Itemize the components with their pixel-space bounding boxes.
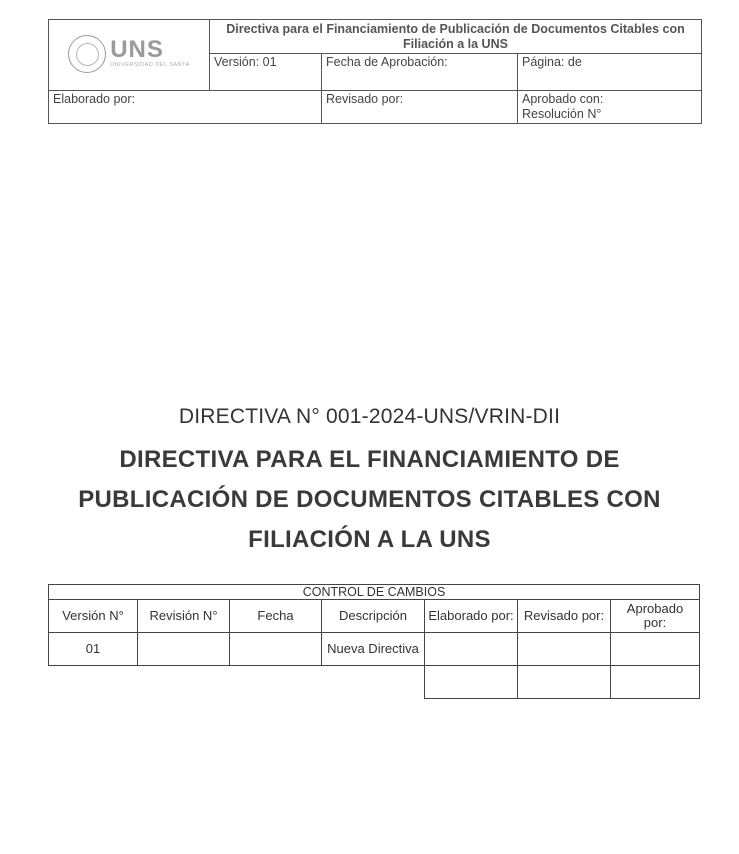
university-seal-icon	[68, 35, 106, 73]
change-control-title: CONTROL DE CAMBIOS	[49, 585, 700, 600]
logo-text: UNS	[110, 36, 164, 63]
table-cell	[518, 633, 611, 666]
approval-date-label: Fecha de Aprobación:	[322, 54, 518, 91]
approved-with-cell	[518, 91, 702, 124]
version-label: Versión: 01	[210, 54, 322, 91]
table-cell	[138, 633, 230, 666]
column-header: Descripción	[322, 600, 425, 633]
column-header: Versión N°	[49, 600, 138, 633]
column-header: Aprobado por:	[611, 600, 700, 633]
uns-logo	[68, 35, 190, 73]
table-row	[49, 633, 700, 666]
logo-cell	[49, 20, 210, 91]
title-line: PUBLICACIÓN DE DOCUMENTOS CITABLES CON	[78, 486, 661, 513]
table-cell: Nueva Directiva	[322, 633, 425, 666]
table-cell	[138, 666, 230, 699]
table-cell	[518, 666, 611, 699]
directive-code: DIRECTIVA N° 001-2024-UNS/VRIN-DII	[178, 405, 561, 428]
table-cell	[322, 666, 425, 699]
title-line: FILIACIÓN A LA UNS	[248, 526, 491, 553]
table-cell	[611, 666, 700, 699]
table-cell	[230, 633, 322, 666]
approved-with-label: Aprobado con:	[522, 92, 604, 106]
table-cell: 01	[49, 633, 138, 666]
prepared-by-label: Elaborado por:	[49, 91, 322, 124]
column-header: Revisado por:	[518, 600, 611, 633]
change-control-table	[48, 584, 700, 699]
table-cell	[611, 633, 700, 666]
header-title: Directiva para el Financiamiento de Publicación de Documentos Citables con Filiación a la UNS	[210, 20, 702, 54]
logo-subtext: UNIVERSIDAD DEL SANTA	[110, 62, 190, 68]
header-table	[48, 19, 702, 124]
resolution-label: Resolución N°	[522, 107, 602, 121]
table-cell	[230, 666, 322, 699]
table-cell	[49, 666, 138, 699]
directive-title	[40, 440, 699, 560]
table-cell	[425, 666, 518, 699]
column-header: Fecha	[230, 600, 322, 633]
table-row	[49, 666, 700, 699]
column-header: Revisión N°	[138, 600, 230, 633]
table-cell	[425, 633, 518, 666]
reviewed-by-label: Revisado por:	[322, 91, 518, 124]
title-line: DIRECTIVA PARA EL FINANCIAMIENTO DE	[119, 446, 620, 473]
page-label: Página: de	[518, 54, 702, 91]
column-header: Elaborado por:	[425, 600, 518, 633]
